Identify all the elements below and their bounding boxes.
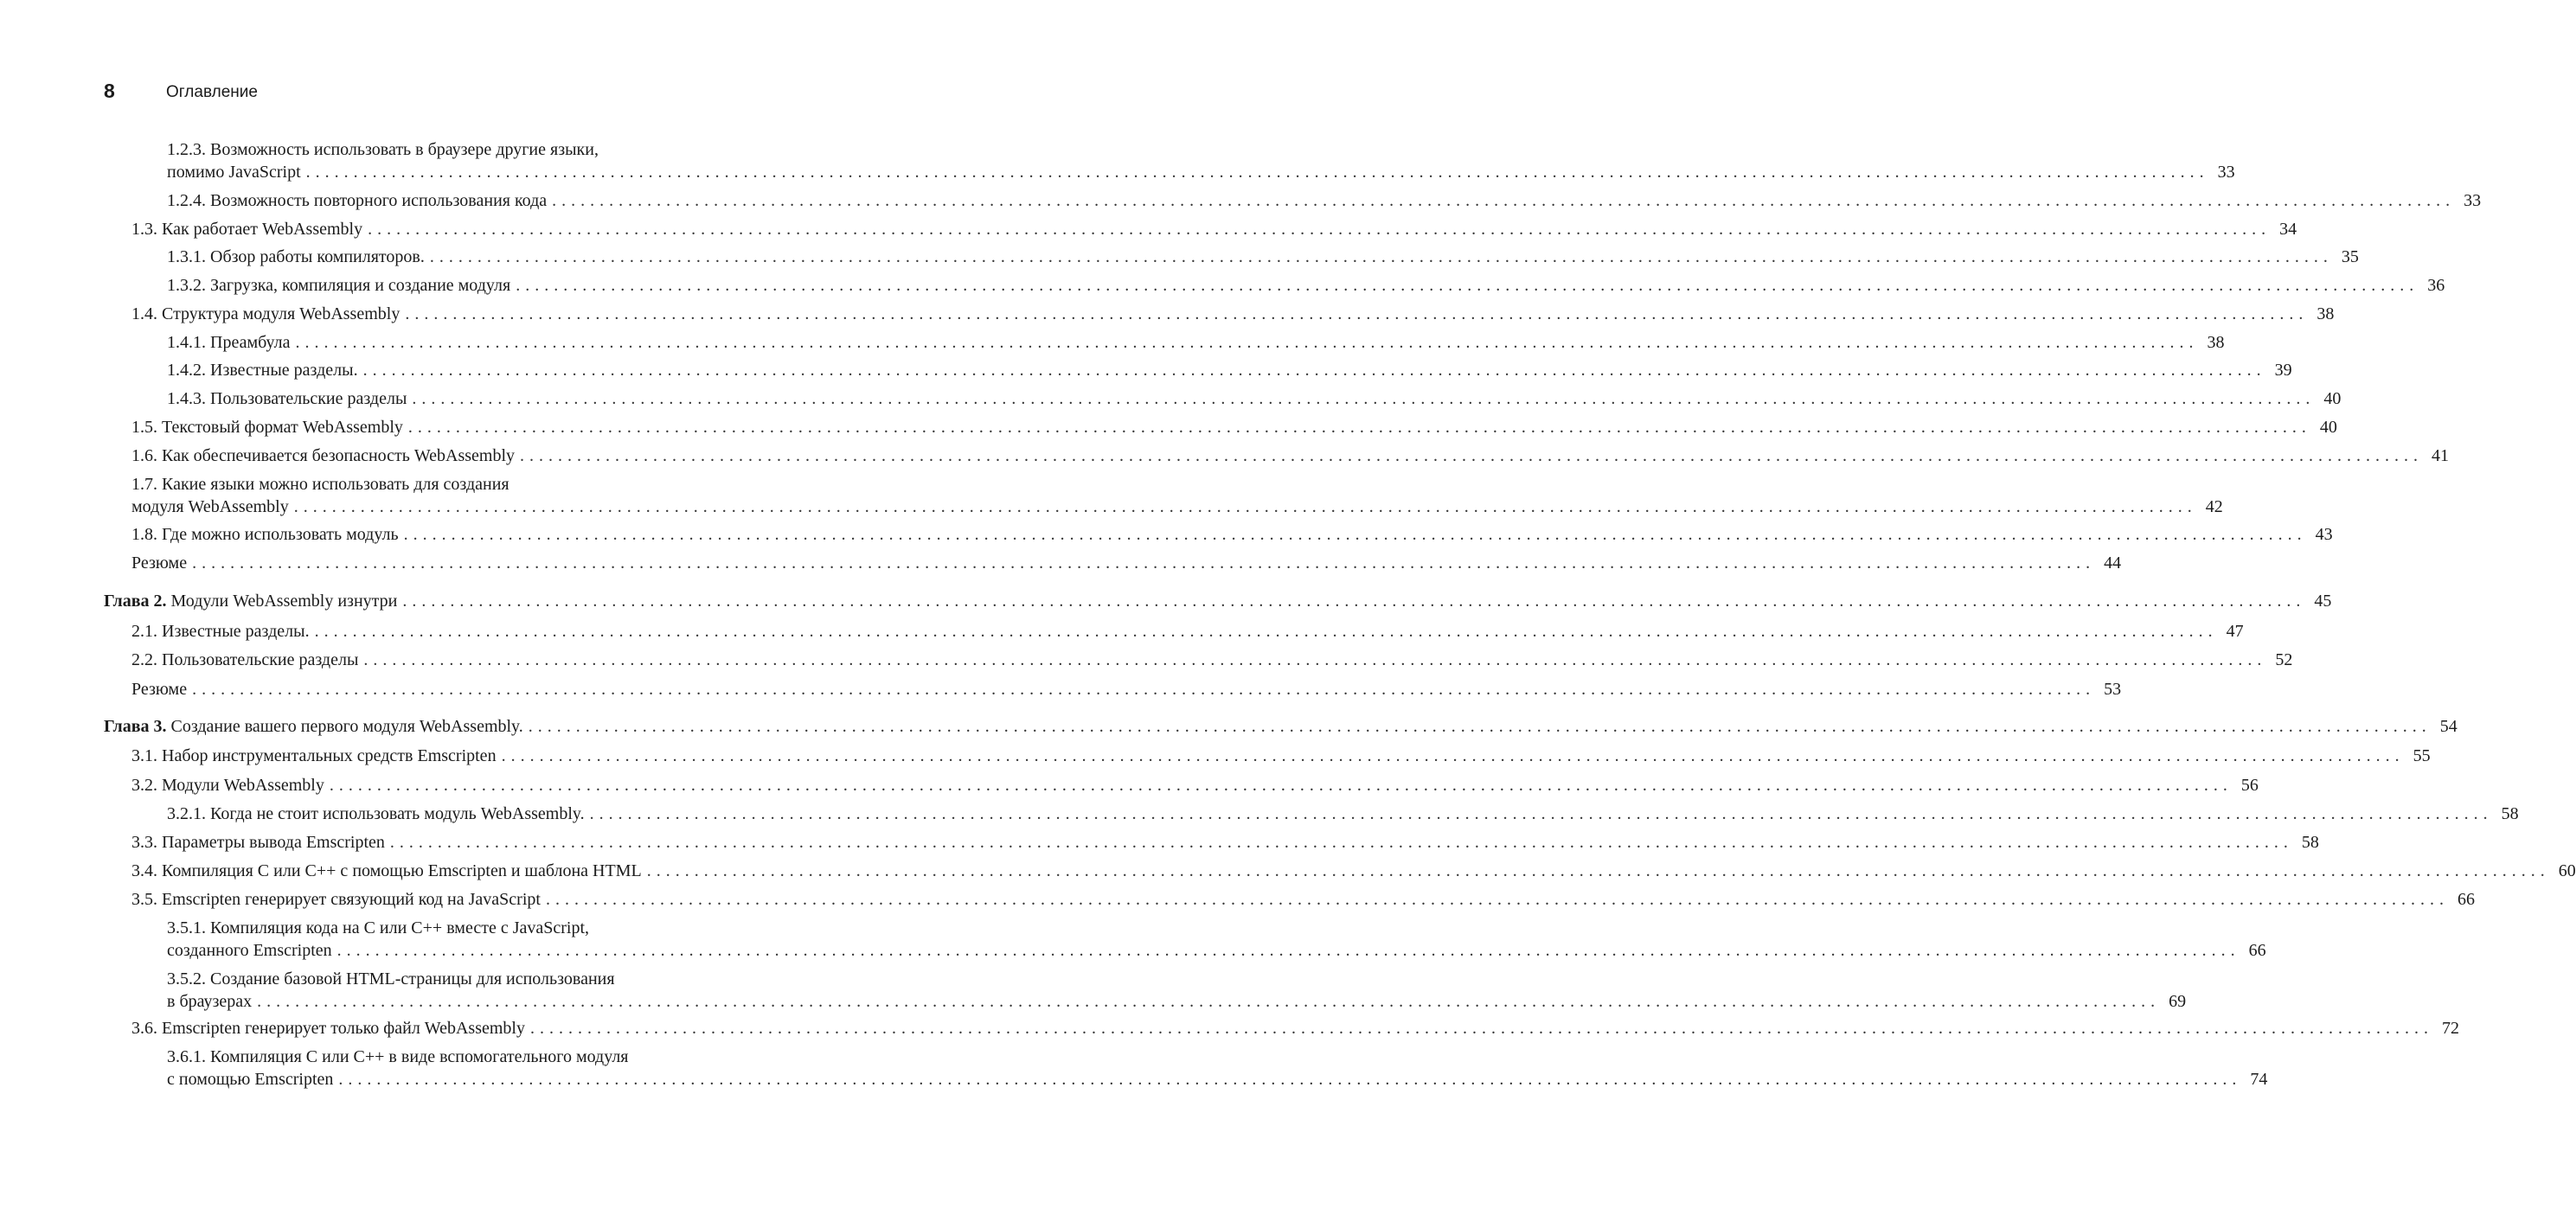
toc-entry-text: [104, 590, 397, 612]
toc-entry-title: помимо JavaScript: [167, 163, 301, 182]
toc-line: [167, 1046, 772, 1068]
toc-entry-title: Когда не стоит использовать модуль WebAssembly.: [210, 804, 585, 823]
toc-entry-title: созданного Emscripten: [167, 941, 332, 960]
dot-leader: ........................................................................................................................................................................................................: [403, 525, 2307, 544]
toc-line: [167, 161, 2235, 183]
toc-entry-text: [167, 189, 547, 212]
toc-entry-title: Пользовательские разделы: [210, 389, 407, 408]
toc-entry[interactable]: [131, 831, 2319, 854]
toc-entry-page-number: 72: [2441, 1019, 2459, 1038]
toc-line: [131, 445, 2450, 467]
toc-entry-page-number: 58: [2501, 804, 2519, 823]
toc-entry[interactable]: [167, 803, 2519, 825]
toc-line: [167, 917, 772, 939]
toc-entry-text: [131, 678, 187, 701]
toc-entry-title: Резюме: [131, 680, 188, 699]
dot-leader: ........................................................................................................................................................................................................: [529, 1019, 2433, 1038]
toc-entry-text: [131, 774, 324, 797]
toc-entry-page-number: 54: [2439, 717, 2457, 736]
toc-line: [131, 678, 2122, 701]
toc-entry[interactable]: [131, 678, 2122, 701]
dot-leader: ........................................................................................................................................................................................................: [368, 220, 2272, 239]
toc-entry-title: Структура модуля WebAssembly: [162, 304, 400, 323]
dot-leader: ........................................................................................................................................................................................................: [192, 553, 2096, 573]
dot-leader: ........................................................................................................................................................................................................: [314, 622, 2218, 641]
toc-entry-text: [167, 969, 615, 988]
toc-entry-title: Параметры вывода Emscripten: [162, 833, 385, 852]
toc-entry-page-number: 56: [2240, 776, 2259, 795]
toc-entry[interactable]: [131, 445, 2450, 467]
toc-line: [131, 416, 2337, 438]
toc-entry-text: [131, 445, 515, 467]
toc-entry-page-number: 42: [2205, 497, 2223, 516]
toc-entry-number: 1.3.: [131, 220, 157, 239]
toc-line: [131, 473, 772, 496]
toc-line: [104, 590, 2332, 612]
toc-entry-page-number: 69: [2169, 992, 2187, 1011]
toc-entry-title: Создание вашего первого модуля WebAssembly.: [170, 717, 523, 736]
toc-line: [131, 1017, 2459, 1040]
toc-line: [131, 774, 2259, 797]
toc-entry-title: Модули WebAssembly: [162, 776, 324, 795]
toc-entry-number: 1.4.: [131, 304, 157, 323]
toc-entry-text: [167, 1068, 333, 1091]
dot-leader: ........................................................................................................................................................................................................: [257, 992, 2161, 1011]
toc-entry-page-number: 33: [2464, 191, 2482, 210]
toc-line: [167, 990, 2187, 1013]
toc-entry[interactable]: [104, 590, 2332, 612]
toc-entry-title: Emscripten генерирует только файл WebAssembly: [162, 1019, 525, 1038]
toc-entry-text: [131, 649, 358, 671]
toc-entry-page-number: 66: [2248, 941, 2266, 960]
toc-entry-title: Известные разделы.: [210, 361, 358, 380]
toc-entry-page-number: 40: [2323, 389, 2342, 408]
toc-entry-title: Компиляция кода на C или C++ вместе с JavaScript,: [210, 918, 590, 937]
toc-line: [167, 274, 2445, 297]
toc-entry-text: [167, 387, 407, 410]
toc-entry-page-number: 38: [2207, 333, 2225, 352]
dot-leader: ........................................................................................................................................................................................................: [338, 1070, 2242, 1089]
dot-leader: ........................................................................................................................................................................................................: [589, 804, 2493, 823]
toc-entry-page-number: 34: [2279, 220, 2297, 239]
toc-line: [167, 246, 2359, 268]
toc-entry[interactable]: [167, 968, 2187, 1013]
dot-leader: ........................................................................................................................................................................................................: [293, 497, 2197, 516]
toc-line: [167, 189, 2482, 212]
toc-entry-page-number: 36: [2427, 276, 2445, 295]
toc-entry-number: 3.5.: [131, 890, 157, 909]
toc-entry-number: 3.6.1.: [167, 1047, 206, 1066]
toc-entry[interactable]: [167, 138, 2235, 183]
toc-entry-text: [131, 416, 403, 438]
toc-entry-text: [131, 1017, 525, 1040]
dot-leader: ........................................................................................................................................................................................................: [552, 191, 2456, 210]
dot-leader: ........................................................................................................................................................................................................: [336, 941, 2240, 960]
toc-entry-title: Известные разделы.: [162, 622, 310, 641]
toc-entry[interactable]: [131, 552, 2122, 574]
toc-entry-number: 3.1.: [131, 746, 157, 765]
toc-entry-page-number: 47: [2226, 622, 2244, 641]
toc-entry[interactable]: [167, 246, 2359, 268]
toc-entry-number: 2.1.: [131, 622, 157, 641]
toc-entry-title: Текстовый формат WebAssembly: [162, 418, 403, 437]
toc-entry-title: Загрузка, компиляция и создание модуля: [210, 276, 511, 295]
toc-entry[interactable]: [131, 473, 2223, 518]
toc-line: [167, 968, 772, 990]
toc-line: [131, 649, 2293, 671]
toc-entry-text: [167, 918, 589, 937]
dot-leader: ........................................................................................................................................................................................................: [363, 650, 2267, 669]
toc-entry-page-number: 40: [2319, 418, 2337, 437]
toc-entry-title: Создание базовой HTML-страницы для использования: [210, 969, 615, 988]
toc-entry-text: [167, 990, 252, 1013]
dot-leader: ........................................................................................................................................................................................................: [329, 776, 2233, 795]
toc-entry-text: [131, 218, 362, 240]
toc-entry-text: [167, 140, 599, 159]
toc-line: [167, 138, 772, 161]
toc-line: [131, 620, 2244, 643]
toc-entry-text: [131, 523, 399, 546]
toc-entry-title: Какие языки можно использовать для создания: [162, 475, 509, 494]
toc-entry-text: [131, 496, 289, 518]
toc-entry-page-number: 58: [2301, 833, 2319, 852]
dot-leader: ........................................................................................................................................................................................................: [389, 833, 2293, 852]
toc-entry-number: 1.6.: [131, 446, 157, 465]
toc-entry-number: 1.3.2.: [167, 276, 206, 295]
toc-entry-text: [167, 803, 585, 825]
toc-entry-number: 1.8.: [131, 525, 157, 544]
toc-line: [131, 831, 2319, 854]
toc-entry-text: [131, 303, 400, 325]
toc-entry-title: с помощью Emscripten: [167, 1070, 334, 1089]
dot-leader: ........................................................................................................................................................................................................: [520, 446, 2424, 465]
dot-leader: ........................................................................................................................................................................................................: [405, 304, 2309, 323]
toc-entry-page-number: 39: [2274, 361, 2292, 380]
toc-entry-number: 1.2.3.: [167, 140, 206, 159]
dot-leader: ........................................................................................................................................................................................................: [528, 717, 2432, 736]
toc-entry-text: [167, 331, 291, 354]
running-title: Оглавление: [166, 83, 258, 101]
toc-entry-page-number: 60: [2558, 861, 2576, 880]
toc-entry-page-number: 38: [2316, 304, 2335, 323]
toc-entry-number: 3.5.1.: [167, 918, 206, 937]
toc-entry-number: 3.2.1.: [167, 804, 206, 823]
toc-entry-title: Где можно использовать модуль: [162, 525, 399, 544]
toc-entry-text: [167, 246, 425, 268]
toc-entry[interactable]: [167, 1046, 2268, 1091]
toc-entry-title: Резюме: [131, 553, 188, 573]
toc-entry[interactable]: [131, 774, 2259, 797]
toc-entry-title: в браузерах: [167, 992, 253, 1011]
page-number: 8: [104, 80, 115, 102]
dot-leader: ........................................................................................................................................................................................................: [501, 746, 2405, 765]
toc-entry[interactable]: [167, 917, 2266, 962]
toc-entry-text: [131, 860, 642, 882]
toc-entry[interactable]: [131, 649, 2293, 671]
toc-entry[interactable]: [131, 1017, 2459, 1040]
toc-line: [167, 359, 2292, 381]
toc-entry-page-number: 35: [2341, 247, 2359, 266]
toc-entry-text: [131, 745, 497, 767]
toc-entry-page-number: 33: [2217, 163, 2235, 182]
toc-line: [131, 552, 2122, 574]
toc-entry[interactable]: [131, 523, 2333, 546]
toc-entry-text: [104, 715, 523, 738]
toc-entry-title: модуля WebAssembly: [131, 497, 289, 516]
toc-entry-title: Emscripten генерирует связующий код на JavaScript: [162, 890, 541, 909]
toc-entry-title: Пользовательские разделы: [162, 650, 359, 669]
toc-entry-number: 1.4.2.: [167, 361, 206, 380]
toc-line: [131, 303, 2335, 325]
toc-entry-number: 3.2.: [131, 776, 157, 795]
toc-entry-title: Преамбула: [210, 333, 291, 352]
toc-line: [167, 387, 2342, 410]
dot-leader: ........................................................................................................................................................................................................: [295, 333, 2199, 352]
toc-entry-text: [167, 1047, 629, 1066]
toc-line: [131, 860, 2576, 882]
toc-entry-text: [131, 888, 541, 911]
dot-leader: ........................................................................................................................................................................................................: [545, 890, 2449, 909]
toc-entry[interactable]: [167, 359, 2292, 381]
dot-leader: ........................................................................................................................................................................................................: [646, 861, 2550, 880]
toc-entry[interactable]: [167, 331, 2225, 354]
toc-line: [131, 496, 2223, 518]
toc-entry[interactable]: [131, 416, 2337, 438]
toc-line: [131, 888, 2475, 911]
dot-leader: ........................................................................................................................................................................................................: [192, 680, 2096, 699]
toc-entry[interactable]: [131, 888, 2475, 911]
toc-entry-title: Как работает WebAssembly: [162, 220, 363, 239]
toc-entry-text: [167, 359, 358, 381]
toc-entry-title: Набор инструментальных средств Emscripten: [162, 746, 497, 765]
toc-entry-page-number: 52: [2275, 650, 2293, 669]
toc-line: [131, 523, 2333, 546]
toc-entry-page-number: 43: [2315, 525, 2333, 544]
toc-entry-page-number: 55: [2413, 746, 2431, 765]
toc-entry-number: 2.2.: [131, 650, 157, 669]
toc-entry-number: Глава 2.: [104, 592, 167, 611]
toc-entry[interactable]: [131, 860, 2576, 882]
toc-entry-title: Как обеспечивается безопасность WebAssembly: [162, 446, 516, 465]
toc-entry-text: [131, 620, 310, 643]
toc-entry-page-number: 66: [2457, 890, 2475, 909]
dot-leader: ........................................................................................................................................................................................................: [516, 276, 2419, 295]
toc-entry-number: 1.7.: [131, 475, 157, 494]
toc-line: [131, 745, 2431, 767]
toc-entry-number: 1.2.4.: [167, 191, 206, 210]
toc-entry-title: Компиляция C или C++ в виде вспомогательного модуля: [210, 1047, 629, 1066]
toc-entry-title: Модули WebAssembly изнутри: [170, 592, 398, 611]
toc-line: [167, 331, 2225, 354]
toc-entry-number: 1.5.: [131, 418, 157, 437]
toc-entry[interactable]: [131, 303, 2335, 325]
toc-entry-page-number: 45: [2314, 592, 2332, 611]
toc-entry-number: 3.4.: [131, 861, 157, 880]
toc-entry-number: 1.3.1.: [167, 247, 206, 266]
toc-line: [167, 939, 2266, 962]
toc-entry-text: [167, 274, 510, 297]
toc-entry-page-number: 41: [2432, 446, 2450, 465]
dot-leader: ........................................................................................................................................................................................................: [412, 389, 2316, 408]
toc-entry-number: 3.6.: [131, 1019, 157, 1038]
toc-entry-number: 3.5.2.: [167, 969, 206, 988]
dot-leader: ........................................................................................................................................................................................................: [305, 163, 2209, 182]
toc-entry-number: Глава 3.: [104, 717, 167, 736]
toc-entry-number: 1.4.3.: [167, 389, 206, 408]
toc-entry[interactable]: [131, 620, 2244, 643]
toc-entry-page-number: 53: [2104, 680, 2122, 699]
toc-entry[interactable]: [167, 189, 2482, 212]
toc-entry[interactable]: [167, 387, 2342, 410]
toc-entry-number: 3.3.: [131, 833, 157, 852]
dot-leader: ........................................................................................................................................................................................................: [402, 592, 2306, 611]
toc-entry-title: Компиляция C или C++ с помощью Emscripten и шаблона HTML: [162, 861, 642, 880]
toc-entry-page-number: 44: [2104, 553, 2122, 573]
toc-entry[interactable]: [131, 218, 2297, 240]
toc-line: [167, 803, 2519, 825]
toc-entry[interactable]: [104, 715, 2457, 738]
toc-entry-text: [131, 831, 385, 854]
toc-entry-text: [131, 475, 509, 494]
toc-entry[interactable]: [131, 745, 2431, 767]
toc-entry-title: Обзор работы компиляторов.: [210, 247, 425, 266]
toc-entry-page-number: 74: [2250, 1070, 2268, 1089]
toc-entry[interactable]: [167, 274, 2445, 297]
toc-entry-text: [167, 939, 332, 962]
toc-entry-title: Возможность использовать в браузере другие языки,: [210, 140, 599, 159]
toc-line: [167, 1068, 2268, 1091]
dot-leader: ........................................................................................................................................................................................................: [362, 361, 2266, 380]
dot-leader: ........................................................................................................................................................................................................: [407, 418, 2311, 437]
toc-entry-title: Возможность повторного использования кода: [210, 191, 548, 210]
toc-line: [104, 715, 2457, 738]
toc-line: [131, 218, 2297, 240]
dot-leader: ........................................................................................................................................................................................................: [429, 247, 2333, 266]
toc-entry-text: [167, 161, 301, 183]
toc-entry-number: 1.4.1.: [167, 333, 206, 352]
toc-entry-text: [131, 552, 187, 574]
